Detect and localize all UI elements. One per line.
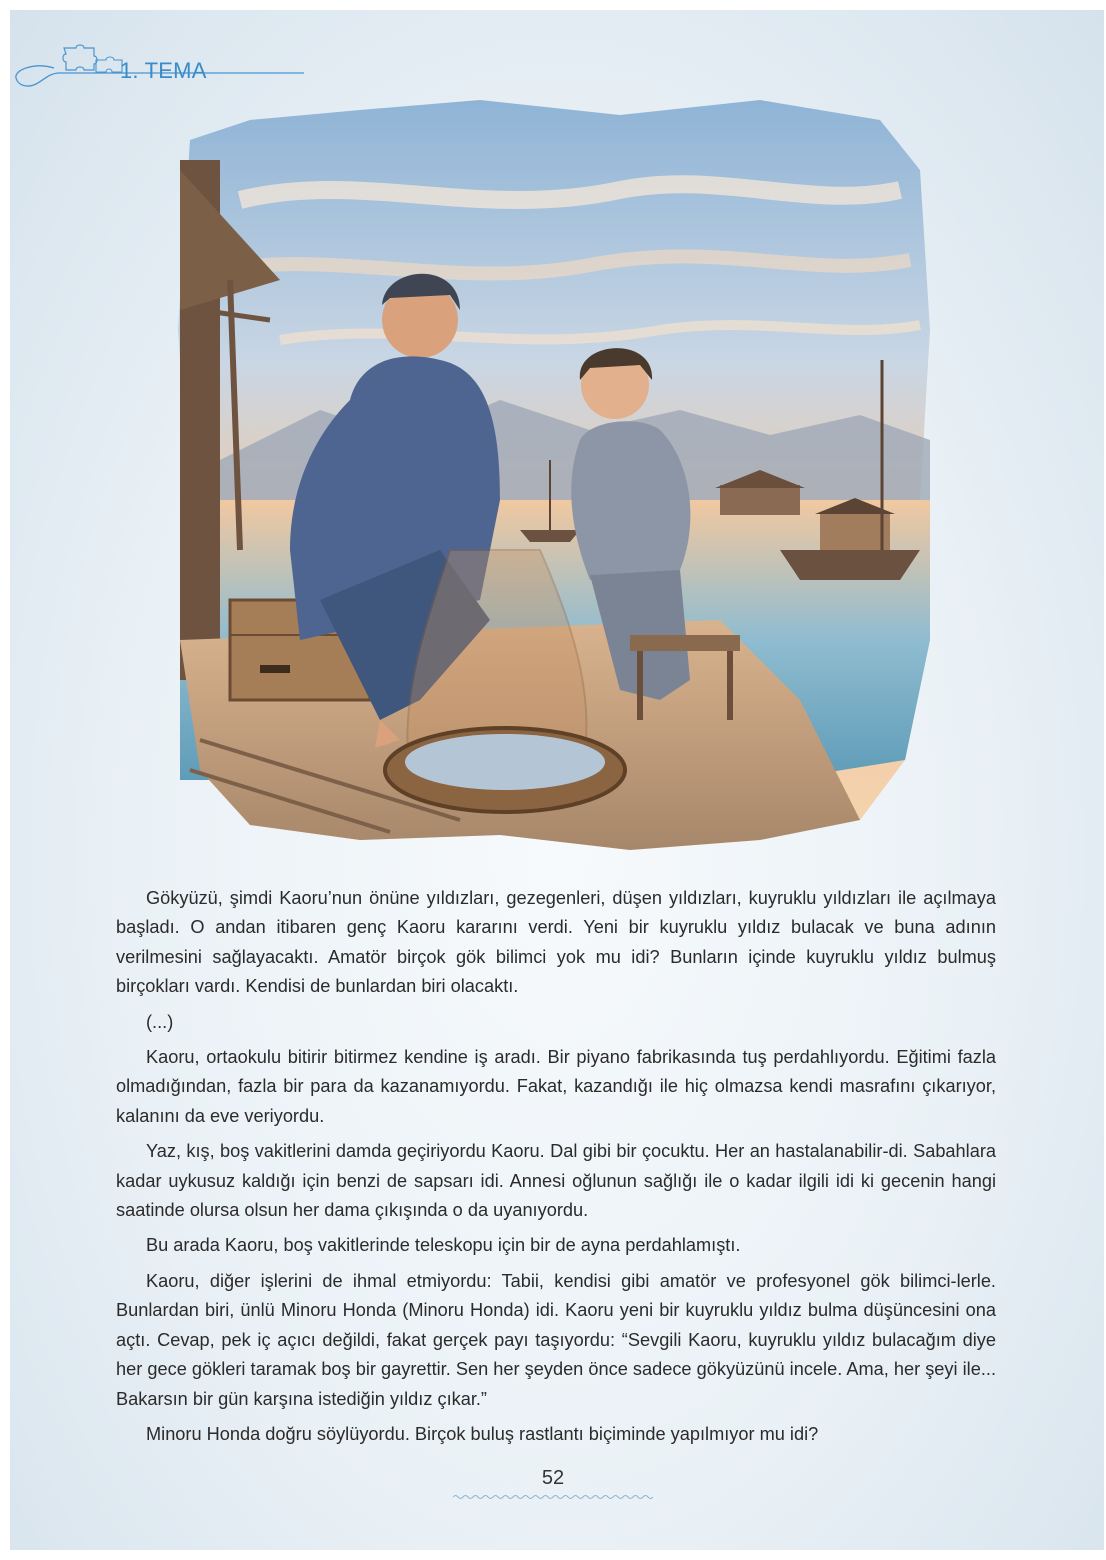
page-number: 52 xyxy=(541,1467,565,1489)
paragraph: (...) xyxy=(146,1011,174,1032)
theme-label: 1. TEMA xyxy=(120,58,207,83)
page-number-decoration xyxy=(453,1494,653,1500)
paragraph: Yaz, kış, boş vakitlerini damda geçiriyordu Kaoru. Dal gibi bir çocuktu. Her an hastalanabilir-di. Sabahlara kadar uykusuz kaldığı için benzi de sapsarı idi. Annesi oğlunun sağlığı ile o kadar ilgili idi ki gecenin hangi saatinde olursa olsun her dama çıkışında o da uyanıyordu. xyxy=(116,1141,996,1221)
paragraph: Bu arada Kaoru, boş vakitlerinde teleskopu için bir de ayna perdahlamıştı. xyxy=(146,1235,741,1256)
paragraph: Minoru Honda doğru söylüyordu. Birçok buluş rastlantı biçiminde yapılmıyor mu idi? xyxy=(146,1423,819,1444)
paragraph: Kaoru, ortaokulu bitirir bitirmez kendine iş aradı. Bir piyano fabrikasında tuş perdahlıyordu. Eğitimi fazla olmadığından, fazla bir para da kazanamıyordu. Fakat, kazandığı ile hiç olmazsa kendi masrafını çıkarıyor, kalanını da eve veriyordu. xyxy=(116,1047,996,1126)
paragraph: Kaoru, diğer işlerini de ihmal etmiyordu: Tabii, kendisi gibi amatör ve profesyonel gök bilimci-lerle. Bunlardan biri, ünlü Minoru Honda (Minoru Honda) idi. Kaoru yeni bir kuyruklu yıldız bulma düşüncesini ona açtı. Cevap, pek iç açıcı değildi, fakat gerçek payı taşıyordu: “Sevgili Kaoru, kuyruklu yıldız bulacağım diye her gece gökleri taramak boş bir gayrettir. Sen her şeyden önce sadece gökyüzünü incele. Ama, her şeyi ile... Bakarsın bir gün karşına istediğin yıldız çıkar.” xyxy=(116,1270,996,1409)
fisherman-illustration xyxy=(160,80,940,880)
paragraph: Gökyüzü, şimdi Kaoru’nun önüne yıldızları, gezegenleri, düşen yıldızları, kuyruklu yıldızları ile açılmaya başladı. O andan itibaren genç Kaoru kararını verdi. Yeni bir kuyruklu yıldız bulacak ve buna adının verilmesini sağlayacaktı. Amatör birçok gök bilimci yok mu idi? Bunların içinde kuyruklu yıldız bulmuş birçokları vardı. Kendisi de bunlardan biri olacaktı. xyxy=(116,888,996,997)
story-text xyxy=(116,884,996,1455)
